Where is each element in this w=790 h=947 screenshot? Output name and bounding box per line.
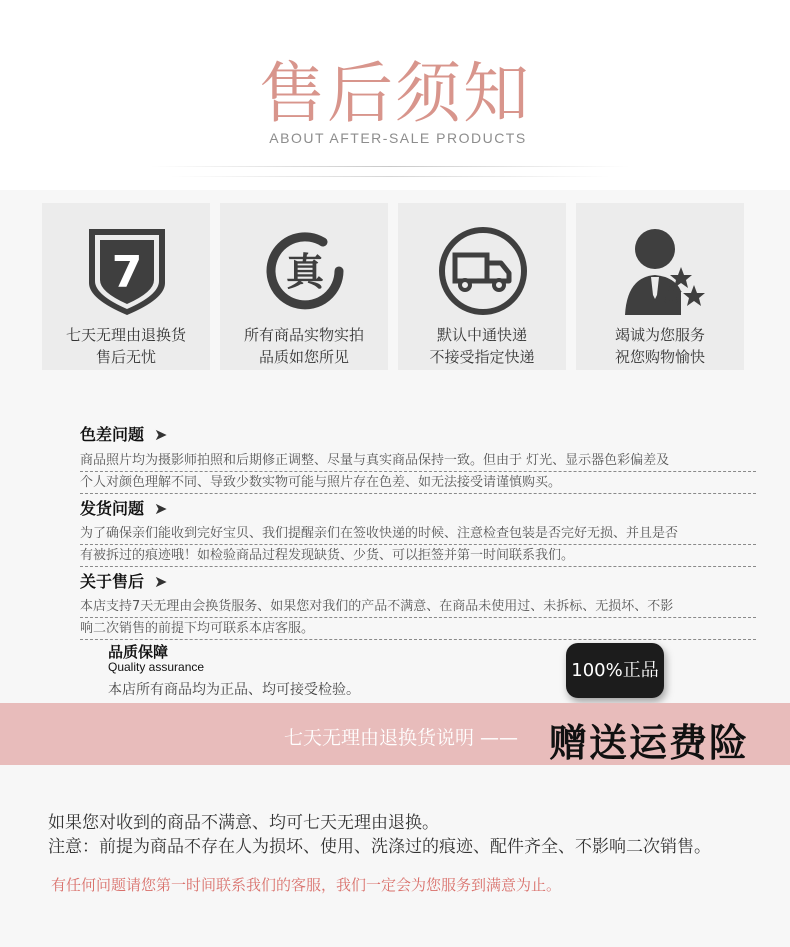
feature-sublabel: 不接受指定快递 [429,348,535,366]
svg-text:7: 7 [111,247,143,298]
notice-line: 注意：前提为商品不存在人为损坏、使用、洗涤过的痕迹、配件齐全、不影响二次销售。 [48,837,711,857]
section-title-text: 关于售后 [80,572,145,591]
arrow-right-icon: ➤ [154,425,168,444]
banner-right-text: 赠送运费险 [549,721,750,765]
feature-card-authentic [220,203,388,370]
quality-subtitle: Quality assurance [108,660,205,674]
page-subtitle: ABOUT AFTER-SALE PRODUCTS [269,130,527,146]
quality-title: 品质保障 [108,643,169,661]
section-text-aftersale [80,596,756,640]
feature-sublabel: 品质如您所见 [258,348,349,366]
paragraph-line: 响二次销售的前提下均可联系本店客服。 [80,618,756,640]
paragraph-line: 有被拆过的痕迹哦！如检验商品过程发现缺货、少货、可以拒签并第一时间联系我们。 [80,545,756,567]
feature-label: 默认中通快递 [436,326,527,344]
contact-notice: 有任何问题请您第一时间联系我们的客服，我们一定会为您服务到满意为止。 [51,876,562,894]
delivery-truck-icon [437,225,529,317]
page-title: 售后须知 [259,55,531,132]
feature-card-service [576,203,744,370]
authentic-seal-icon [259,225,351,317]
divider [170,176,610,177]
feature-label: 竭诚为您服务 [614,326,705,344]
feature-card-delivery [398,203,566,370]
section-title-shipping [80,496,167,519]
paragraph-line: 本店支持7天无理由会换货服务、如果您对我们的产品不满意、在商品未使用过、未拆标、无损坏、不影 [80,596,756,618]
shield-seven-icon [81,225,173,317]
feature-sublabel: 祝您购物愉快 [614,348,705,366]
quality-text: 本店所有商品均为正品、均可接受检验。 [108,682,360,698]
return-policy-banner [0,703,790,765]
paragraph-line: 商品照片均为摄影师拍照和后期修正调整、尽量与真实商品保持一致。但由于 灯光、显示器色彩偏差及 [80,450,756,472]
section-title-aftersale [80,569,167,592]
svg-text:真: 真 [285,250,325,294]
section-text-color [80,450,756,494]
notice-line: 如果您对收到的商品不满意、均可七天无理由退换。 [48,813,439,833]
paragraph-line: 个人对颜色理解不同、导致少数实物可能与照片存在色差、如无法接受请谨慎购买。 [80,472,756,494]
feature-sublabel: 售后无忧 [95,348,156,366]
section-title-color [80,422,167,445]
arrow-right-icon: ➤ [154,572,168,591]
section-title-text: 色差问题 [80,425,145,444]
feature-label: 所有商品实物实拍 [243,326,364,344]
arrow-right-icon: ➤ [154,499,168,518]
section-text-shipping [80,523,756,567]
feature-label: 七天无理由退换货 [65,326,186,344]
feature-card-return [42,203,210,370]
paragraph-line: 为了确保亲们能收到完好宝贝、我们提醒亲们在签收快递的时候、注意检查包装是否完好无损、并且是否 [80,523,756,545]
authentic-badge: 100%正品 [566,643,664,698]
divider [150,166,630,167]
section-title-text: 发货问题 [80,499,145,518]
banner-left-text: 七天无理由退换货说明 —— [284,727,519,749]
service-person-stars-icon [615,225,707,317]
